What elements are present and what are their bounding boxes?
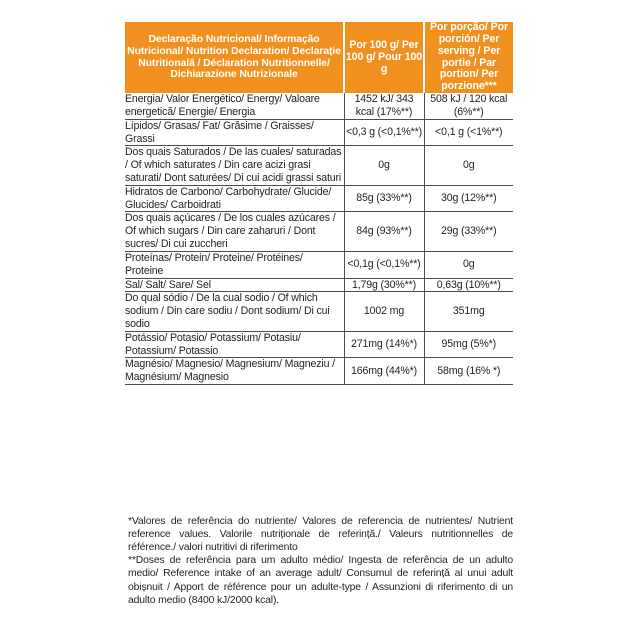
row-value-sodium-per-100g: 1002 mg [344,292,424,331]
row-label-sugars: Dos quais açúcares / De los cuales azúcares / Of which sugars / Din care zaharuri / Dont sucres/ Di cui zuccheri [125,212,344,251]
footnotes [128,515,513,607]
table-row [125,358,513,385]
row-value-sugars-per-100g: 84g (93%**) [344,212,424,251]
row-label-carbohydrate: Hidratos de Carbono/ Carbohydrate/ Glucide/ Glucides/ Carboidrati [125,185,344,212]
table-bottom-rule [125,385,513,386]
table-row [125,212,513,251]
table-row [125,185,513,212]
row-label-saturates: Dos quais Saturados / De las cuales/ saturadas / Of which saturates / Din care acizi grasi saturati/ Dont saturées/ Di cui acidi grassi saturi [125,146,344,185]
table-row [125,292,513,331]
nutrition-panel [125,22,513,385]
row-label-energy: Energia/ Valor Energético/ Energy/ Valoare energetică/ Energie/ Energia [125,93,320,118]
row-value-sodium-per-serving: 351mg [424,292,513,331]
row-value-fat-per-serving: <0,1 g (<1%**) [424,119,513,146]
row-value-carbohydrate-per-serving: 30g (12%**) [424,185,513,212]
row-value-saturates-per-serving: 0g [424,146,513,185]
row-value-carbohydrate-per-100g: 85g (33%**) [344,185,424,212]
table-header-row [125,22,513,93]
nutrition-table [125,22,513,385]
row-value-potassium-per-100g: 271mg (14%*) [344,331,424,358]
row-value-salt-per-100g: 1,79g (30%**) [344,278,424,292]
row-value-saturates-per-100g: 0g [344,146,424,185]
header-per-serving: Por porção/ Por porción/ Per serving / Per portie / Par portion/ Per porzione*** [424,22,513,93]
row-value-magnesium-per-serving: 58mg (16% *) [424,358,513,385]
row-value-fat-per-100g: <0,3 g (<0,1%**) [344,119,424,146]
row-label-magnesium: Magnésio/ Magnesio/ Magnesium/ Magneziu / Magnésium/ Magnesio [125,358,344,385]
table-bottom-rule-row [125,385,513,386]
row-value-energy-per-serving: 508 kJ / 120 kcal (6%**) [424,93,513,119]
table-row [125,119,513,146]
table-row [125,251,513,278]
row-value-sugars-per-serving: 29g (33%**) [424,212,513,251]
header-per-100g: Por 100 g/ Per 100 g/ Pour 100 g [344,22,424,93]
header-nutrient-declaration: Declaração Nutricional/ Informação Nutricional/ Nutrition Declaration/ Declarație Nutritională / Déclaration Nutritionnelle/ Dichiarazione Nutrizionale [125,22,344,93]
row-value-protein-per-100g: <0,1g (<0,1%**) [344,251,424,278]
row-value-magnesium-per-100g: 166mg (44%*) [344,358,424,385]
footnote-nutrient-reference-values: *Valores de referência do nutriente/ Valores de referencia de nutrientes/ Nutrient reference values. Valorile nutriționale de referință./ Valeurs nutritionnelles de référence./ valori nutritivi di riferimento [128,516,513,554]
row-label-sodium: Do qual sódio / De la cual sodio / Of which sodium / Din care sodiu / Dont sodium/ Di cui sodio [125,292,344,331]
table-row [125,146,513,185]
row-label-salt: Sal/ Salt/ Sare/ Sel [125,278,344,292]
footnote-reference-intake: **Doses de referência para um adulto médio/ Ingesta de referência de un adulto medio/ Reference intake of an average adult/ Consumul de referință al unui adult obișnuit / Apport de référence pour un adulte-type / Assunzioni di riferimento di un adulto medio (8400 kJ/2000 kcal). [128,555,513,606]
row-value-salt-per-serving: 0,63g (10%**) [424,278,513,292]
table-row [125,93,513,119]
row-value-potassium-per-serving: 95mg (5%*) [424,331,513,358]
row-label-protein: Proteínas/ Protein/ Proteine/ Protéines/ Proteine [125,251,344,278]
row-label-potassium: Potássio/ Potasio/ Potassium/ Potasiu/ Potassium/ Potassio [125,331,344,358]
row-label-fat: Lípidos/ Grasas/ Fat/ Grăsime / Graisses/ Grassi [125,119,344,146]
row-value-protein-per-serving: 0g [424,251,513,278]
row-value-energy-per-100g: 1452 kJ/ 343 kcal (17%**) [344,93,424,119]
table-row [125,278,513,292]
table-row [125,331,513,358]
